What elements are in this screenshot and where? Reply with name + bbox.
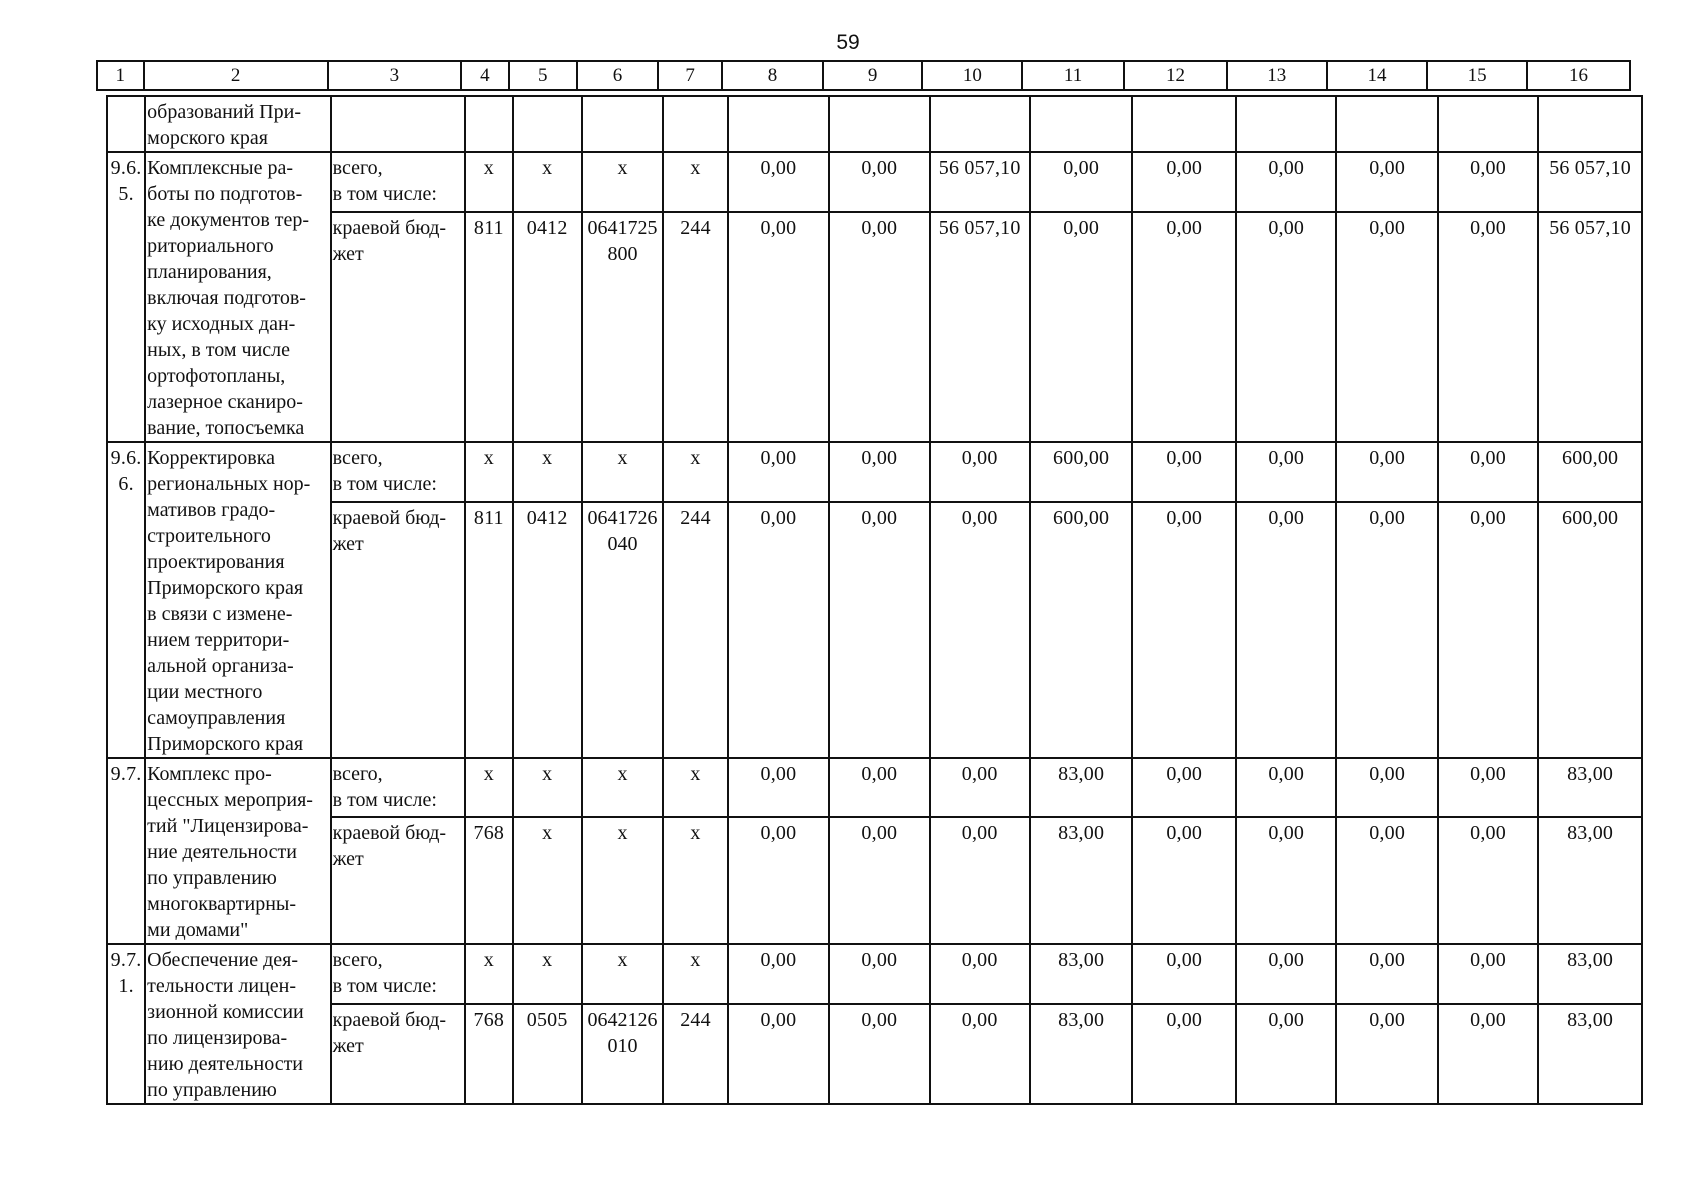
cell-col-7: 244 — [663, 502, 727, 758]
cell-num — [107, 96, 145, 152]
cell-col-14: 0,00 — [1336, 758, 1437, 817]
page-number: 59 — [836, 31, 860, 54]
cell-col-5: 0505 — [513, 1004, 582, 1104]
cell-col-11: 83,00 — [1030, 758, 1133, 817]
item-total-row — [107, 442, 1642, 502]
item-budget-row — [107, 502, 1642, 758]
cell-col-11: 0,00 — [1030, 152, 1133, 212]
cell-empty — [728, 96, 829, 152]
table-body — [107, 96, 1642, 1104]
cell-col-13: 0,00 — [1236, 1004, 1336, 1104]
column-header-4: 4 — [461, 61, 509, 90]
cell-col-8: 0,00 — [728, 502, 829, 758]
cell-empty — [1336, 96, 1437, 152]
cell-col-10: 0,00 — [930, 502, 1030, 758]
column-header-1: 1 — [97, 61, 144, 90]
column-header-2: 2 — [144, 61, 328, 90]
cell-col-5: 0412 — [513, 502, 582, 758]
header-row — [97, 61, 1630, 90]
cell-col-12: 0,00 — [1132, 944, 1236, 1004]
cell-col-9: 0,00 — [829, 152, 929, 212]
cell-col-5: x — [513, 944, 582, 1004]
cell-col-9: 0,00 — [829, 502, 929, 758]
cell-col-11: 0,00 — [1030, 212, 1133, 442]
column-header-16: 16 — [1527, 61, 1630, 90]
item-number: 9.7. 1. — [107, 944, 145, 1104]
cell-col-16: 600,00 — [1538, 442, 1642, 502]
cell-empty — [1236, 96, 1336, 152]
cell-col-6: x — [582, 944, 664, 1004]
column-header-13: 13 — [1227, 61, 1327, 90]
cell-col-4: 768 — [465, 1004, 513, 1104]
cell-col-10: 56 057,10 — [930, 152, 1030, 212]
item-name: Комплексные ра- боты по подготов- ке документов тер- риториального планирования, включая подготов- ку исходных дан- ных, в том числе ортофотопланы, лазерное сканиро- вание, топосъемка — [145, 152, 330, 442]
cell-col-8: 0,00 — [728, 944, 829, 1004]
cell-col-15: 0,00 — [1438, 944, 1538, 1004]
cell-col-13: 0,00 — [1236, 442, 1336, 502]
cell-col-13: 0,00 — [1236, 817, 1336, 944]
cell-empty — [331, 96, 465, 152]
funding-source: краевой бюд- жет — [331, 1004, 465, 1104]
cell-col-14: 0,00 — [1336, 1004, 1437, 1104]
cell-empty — [1030, 96, 1133, 152]
cell-empty — [1538, 96, 1642, 152]
cell-col-14: 0,00 — [1336, 502, 1437, 758]
funding-source: краевой бюд- жет — [331, 502, 465, 758]
cell-col-4: 811 — [465, 502, 513, 758]
cell-col-8: 0,00 — [728, 152, 829, 212]
item-name: Комплекс про- цессных мероприя- тий "Лицензирова- ние деятельности по управлению многоквартирны- ми домами" — [145, 758, 330, 944]
cell-col-12: 0,00 — [1132, 152, 1236, 212]
funding-source: всего, в том числе: — [331, 944, 465, 1004]
cell-col-7: x — [663, 152, 727, 212]
continuation-row — [107, 96, 1642, 152]
cell-col-7: x — [663, 758, 727, 817]
cell-col-9: 0,00 — [829, 212, 929, 442]
cell-col-16: 83,00 — [1538, 944, 1642, 1004]
cell-col-10: 0,00 — [930, 817, 1030, 944]
cell-col-6: 0641725 800 — [582, 212, 664, 442]
cell-col-13: 0,00 — [1236, 502, 1336, 758]
column-header-11: 11 — [1022, 61, 1124, 90]
cell-col-16: 600,00 — [1538, 502, 1642, 758]
cell-col-10: 0,00 — [930, 442, 1030, 502]
cell-col-13: 0,00 — [1236, 758, 1336, 817]
column-header-12: 12 — [1124, 61, 1227, 90]
cell-col-9: 0,00 — [829, 944, 929, 1004]
cell-col-9: 0,00 — [829, 442, 929, 502]
cell-col-6: 0642126 010 — [582, 1004, 664, 1104]
item-total-row — [107, 944, 1642, 1004]
column-header-10: 10 — [922, 61, 1022, 90]
cell-col-14: 0,00 — [1336, 944, 1437, 1004]
item-budget-row — [107, 212, 1642, 442]
cell-col-16: 83,00 — [1538, 1004, 1642, 1104]
cell-col-15: 0,00 — [1438, 817, 1538, 944]
cell-col-14: 0,00 — [1336, 442, 1437, 502]
cell-col-6: x — [582, 152, 664, 212]
column-header-14: 14 — [1327, 61, 1428, 90]
cell-col-11: 600,00 — [1030, 502, 1133, 758]
cell-col-4: x — [465, 152, 513, 212]
cell-col-8: 0,00 — [728, 1004, 829, 1104]
cell-col-12: 0,00 — [1132, 442, 1236, 502]
cell-col-5: x — [513, 817, 582, 944]
column-header-8: 8 — [722, 61, 823, 90]
cell-col-12: 0,00 — [1132, 817, 1236, 944]
column-header-15: 15 — [1427, 61, 1527, 90]
cell-col-8: 0,00 — [728, 212, 829, 442]
cell-col-6: x — [582, 758, 664, 817]
cell-empty — [663, 96, 727, 152]
cell-col-11: 600,00 — [1030, 442, 1133, 502]
cell-col-7: 244 — [663, 212, 727, 442]
cell-col-10: 0,00 — [930, 758, 1030, 817]
funding-source: всего, в том числе: — [331, 152, 465, 212]
cell-col-11: 83,00 — [1030, 817, 1133, 944]
cell-empty — [829, 96, 929, 152]
cell-empty — [930, 96, 1030, 152]
cell-col-9: 0,00 — [829, 817, 929, 944]
cell-col-14: 0,00 — [1336, 212, 1437, 442]
column-header-6: 6 — [577, 61, 658, 90]
item-number: 9.6. 6. — [107, 442, 145, 758]
cell-col-11: 83,00 — [1030, 1004, 1133, 1104]
cell-col-6: 0641726 040 — [582, 502, 664, 758]
cell-col-10: 0,00 — [930, 944, 1030, 1004]
cell-col-4: 768 — [465, 817, 513, 944]
funding-source: краевой бюд- жет — [331, 817, 465, 944]
cell-col-8: 0,00 — [728, 758, 829, 817]
cell-col-13: 0,00 — [1236, 152, 1336, 212]
cell-col-13: 0,00 — [1236, 944, 1336, 1004]
cell-col-7: x — [663, 442, 727, 502]
cell-col-16: 56 057,10 — [1538, 152, 1642, 212]
item-number: 9.7. — [107, 758, 145, 944]
cell-col-15: 0,00 — [1438, 212, 1538, 442]
cell-col-14: 0,00 — [1336, 152, 1437, 212]
cell-col-11: 83,00 — [1030, 944, 1133, 1004]
cell-col-5: 0412 — [513, 212, 582, 442]
cell-col-15: 0,00 — [1438, 1004, 1538, 1104]
cell-col-6: x — [582, 817, 664, 944]
cell-col-15: 0,00 — [1438, 502, 1538, 758]
cell-col-5: x — [513, 152, 582, 212]
cell-name: образований При- морского края — [145, 96, 330, 152]
cell-empty — [465, 96, 513, 152]
funding-source: всего, в том числе: — [331, 758, 465, 817]
item-number: 9.6. 5. — [107, 152, 145, 442]
cell-col-4: 811 — [465, 212, 513, 442]
cell-col-12: 0,00 — [1132, 212, 1236, 442]
funding-source: всего, в том числе: — [331, 442, 465, 502]
cell-empty — [582, 96, 664, 152]
cell-col-12: 0,00 — [1132, 758, 1236, 817]
cell-col-12: 0,00 — [1132, 502, 1236, 758]
cell-empty — [1438, 96, 1538, 152]
cell-col-7: x — [663, 944, 727, 1004]
budget-table — [106, 95, 1643, 1105]
cell-col-16: 83,00 — [1538, 758, 1642, 817]
column-header-7: 7 — [658, 61, 722, 90]
cell-col-4: x — [465, 944, 513, 1004]
column-header-9: 9 — [823, 61, 923, 90]
cell-empty — [513, 96, 582, 152]
item-name: Обеспечение дея- тельности лицен- зионной комиссии по лицензирова- нию деятельности по управлению — [145, 944, 330, 1104]
item-budget-row — [107, 1004, 1642, 1104]
cell-col-10: 56 057,10 — [930, 212, 1030, 442]
cell-col-7: 244 — [663, 1004, 727, 1104]
cell-col-12: 0,00 — [1132, 1004, 1236, 1104]
column-number-header — [96, 60, 1631, 91]
cell-col-16: 56 057,10 — [1538, 212, 1642, 442]
cell-col-9: 0,00 — [829, 758, 929, 817]
cell-col-7: x — [663, 817, 727, 944]
column-header-3: 3 — [328, 61, 461, 90]
cell-col-8: 0,00 — [728, 817, 829, 944]
column-header-5: 5 — [509, 61, 577, 90]
cell-col-14: 0,00 — [1336, 817, 1437, 944]
cell-col-8: 0,00 — [728, 442, 829, 502]
cell-col-13: 0,00 — [1236, 212, 1336, 442]
cell-col-5: x — [513, 442, 582, 502]
cell-col-15: 0,00 — [1438, 152, 1538, 212]
cell-col-6: x — [582, 442, 664, 502]
cell-col-16: 83,00 — [1538, 817, 1642, 944]
funding-source: краевой бюд- жет — [331, 212, 465, 442]
item-budget-row — [107, 817, 1642, 944]
item-total-row — [107, 152, 1642, 212]
cell-empty — [1132, 96, 1236, 152]
cell-col-9: 0,00 — [829, 1004, 929, 1104]
cell-col-15: 0,00 — [1438, 758, 1538, 817]
cell-col-4: x — [465, 442, 513, 502]
cell-col-5: x — [513, 758, 582, 817]
cell-col-4: x — [465, 758, 513, 817]
item-name: Корректировка региональных нор- мативов градо- строительного проектирования Приморского края в связи с измене- нием территори- альной организа- ции местного самоуправления Приморского края — [145, 442, 330, 758]
item-total-row — [107, 758, 1642, 817]
cell-col-15: 0,00 — [1438, 442, 1538, 502]
cell-col-10: 0,00 — [930, 1004, 1030, 1104]
